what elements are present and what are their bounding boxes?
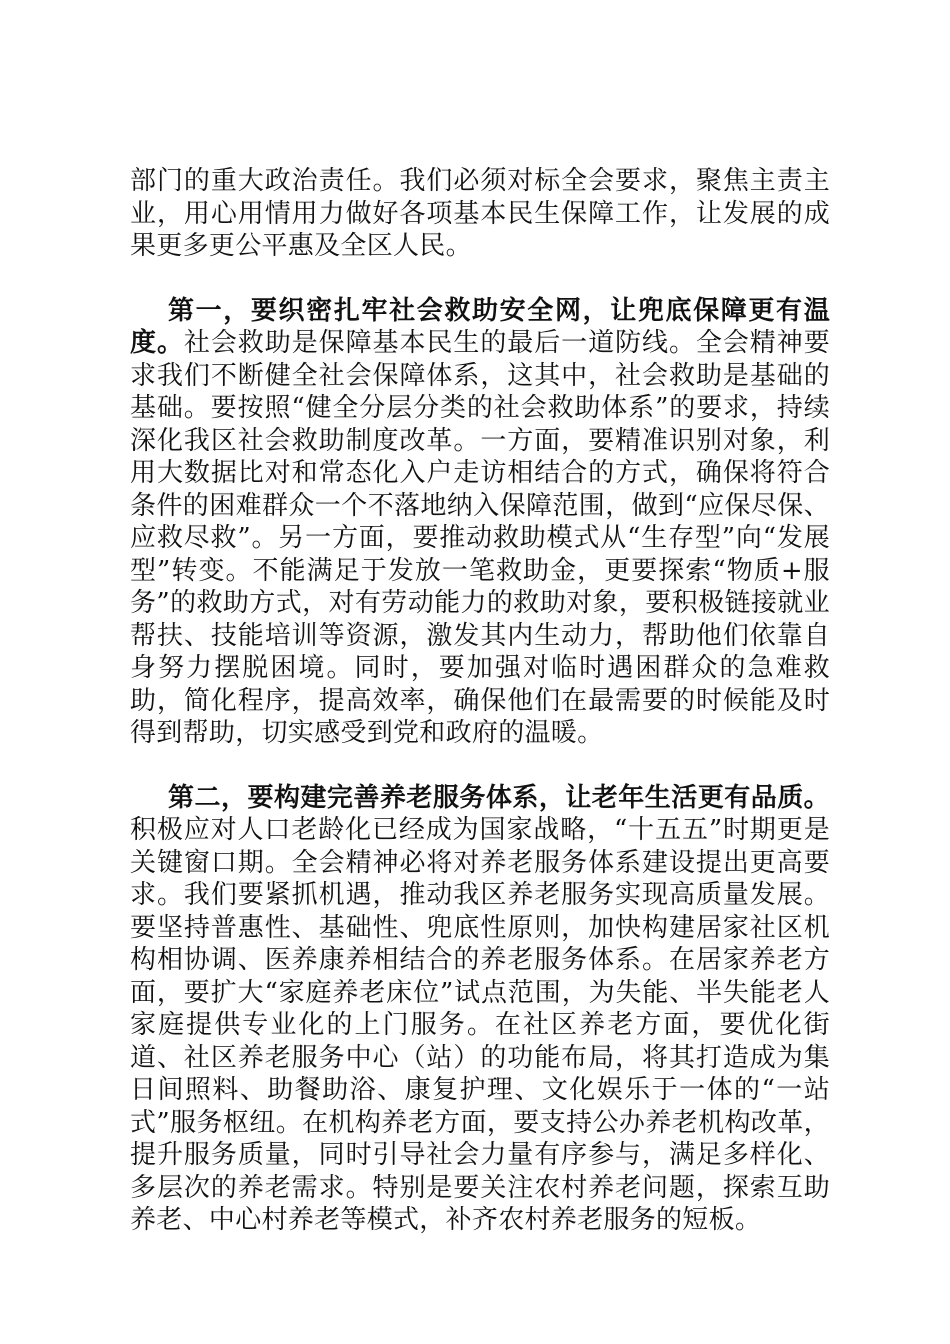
paragraph-lead: 第一，要织密扎牢社会救助安全网，让兜底保障更有温度。 [130, 295, 830, 358]
paragraph-elderly-care [130, 782, 830, 1237]
paragraph-continuation [130, 165, 830, 263]
paragraph-social-assistance [130, 295, 830, 750]
paragraph-body: 部门的重大政治责任。我们必须对标全会要求，聚焦主责主业，用心用情用力做好各项基本民生保障工作，让发展的成果更多更公平惠及全区人民。 [130, 166, 830, 261]
paragraph-body: 社会救助是保障基本民生的最后一道防线。全会精神要求我们不断健全社会保障体系，这其中，社会救助是基础的基础。要按照“健全分层分类的社会救助体系”的要求，持续深化我区社会救助制度改革。一方面，要精准识别对象，利用大数据比对和常态化入户走访相结合的方式，确保将符合条件的困难群众一个不落地纳入保障范围，做到“应保尽保、应救尽救”。另一方面，要推动救助模式从“生存型”向“发展型”转变。不能满足于发放一笔救助金，更要探索“物质+服务”的救助方式，对有劳动能力的救助对象，要积极链接就业帮扶、技能培训等资源，激发其内生动力，帮助他们依靠自身努力摆脱困境。同时，要加强对临时遇困群众的急难救助，简化程序，提高效率，确保他们在最需要的时候能及时得到帮助，切实感受到党和政府的温暖。 [130, 328, 830, 748]
paragraph-lead: 第二，要构建完善养老服务体系，让老年生活更有品质。 [168, 782, 830, 813]
document-page [130, 165, 830, 1269]
paragraph-body: 积极应对人口老龄化已经成为国家战略，“十五五”时期更是关键窗口期。全会精神必将对养老服务体系建设提出更高要求。我们要紧抓机遇，推动我区养老服务实现高质量发展。要坚持普惠性、基础性、兜底性原则，加快构建居家社区机构相协调、医养康养相结合的养老服务体系。在居家养老方面，要扩大“家庭养老床位”试点范围，为失能、半失能老人家庭提供专业化的上门服务。在社区养老方面，要优化街道、社区养老服务中心（站）的功能布局，将其打造成为集日间照料、助餐助浴、康复护理、文化娱乐于一体的“一站式”服务枢纽。在机构养老方面，要支持公办养老机构改革，提升服务质量，同时引导社会力量有序参与，满足多样化、多层次的养老需求。特别是要关注农村养老问题，探索互助养老、中心村养老等模式，补齐农村养老服务的短板。 [130, 815, 830, 1235]
